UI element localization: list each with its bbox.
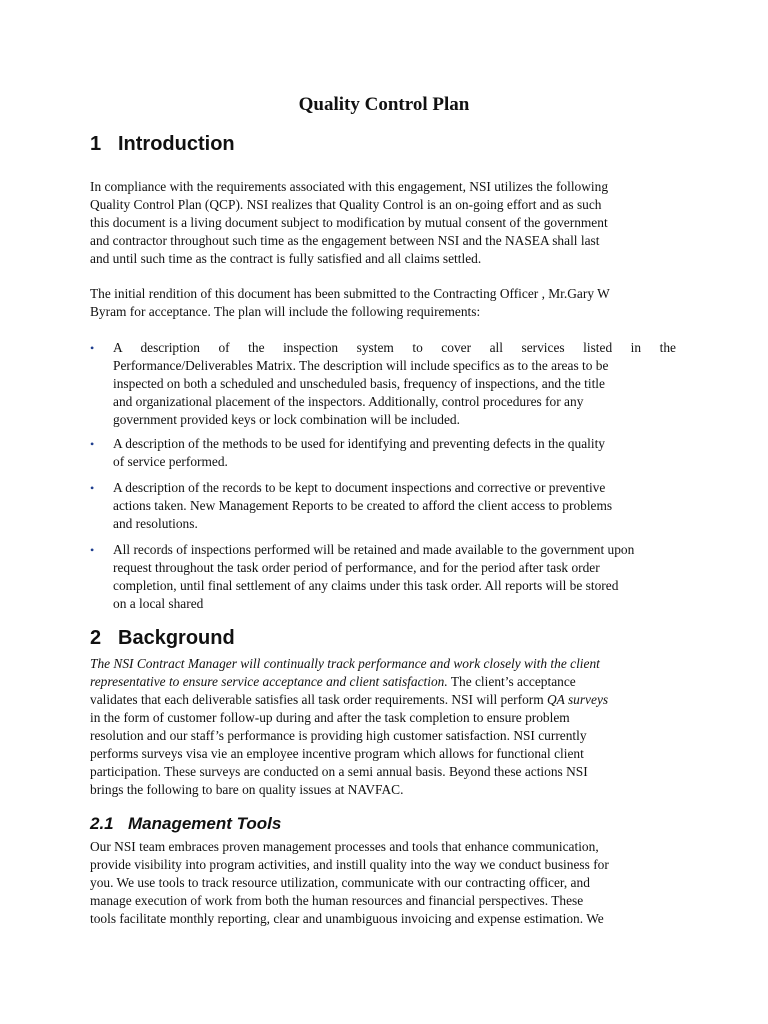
text-line: request throughout the task order period of performance, and for the period after task order	[113, 560, 600, 575]
text-line: of service performed.	[113, 454, 228, 469]
text-line: in the form of customer follow-up during and after the task completion to ensure problem	[90, 710, 570, 725]
text-run: validates that each deliverable satisfies all task order requirements. NSI will perform	[90, 692, 547, 707]
section-1-title: Introduction	[118, 133, 235, 155]
text-line: Performance/Deliverables Matrix. The description will include specifics as to the areas to be	[113, 358, 609, 373]
text-line: on a local shared	[113, 596, 204, 611]
text-line: completion, until final settlement of any claims under this task order. All reports will be stored	[113, 578, 619, 593]
section-1-number: 1	[90, 133, 102, 155]
text-line: Quality Control Plan (QCP). NSI realizes that Quality Control is an on-going effort and as such	[90, 197, 602, 212]
text-line: A description of the inspection system to cover all services listed in the	[113, 340, 676, 355]
bullet-icon: •	[90, 341, 95, 355]
text-line: inspected on both a scheduled and unscheduled basis, frequency of inspections, and the title	[113, 376, 605, 391]
text-line: The initial rendition of this document has been submitted to the Contracting Officer , Mr.Gary W	[90, 286, 610, 301]
bullet-icon: •	[90, 543, 95, 557]
document-title: Quality Control Plan	[298, 94, 470, 115]
bullet-icon: •	[90, 481, 95, 495]
intro-paragraph-2	[90, 285, 680, 321]
text-line: provide visibility into program activities, and instill quality into the way we conduct business for	[90, 857, 609, 872]
text-line: government provided keys or lock combination will be included.	[113, 412, 460, 427]
section-2-number: 2	[90, 627, 102, 649]
text-line: actions taken. New Management Reports to be created to afford the client access to problems	[113, 498, 613, 513]
text-line: Byram for acceptance. The plan will include the following requirements:	[90, 304, 481, 319]
text-line: you. We use tools to track resource utilization, communicate with our contracting officer, and	[90, 875, 590, 890]
section-2-1-heading	[90, 813, 281, 835]
text-line: and contractor throughout such time as the engagement between NSI and the NASEA shall last	[90, 233, 600, 248]
text-run: The client’s acceptance	[447, 674, 576, 689]
italic-phrase: representative to ensure service acceptance and client satisfaction.	[90, 674, 448, 689]
text-line: In compliance with the requirements associated with this engagement, NSI utilizes the following	[90, 179, 609, 194]
section-2-heading	[90, 626, 235, 650]
bullet-icon: •	[90, 437, 95, 451]
text-line: The NSI Contract Manager will continually track performance and work closely with the client	[90, 656, 600, 671]
section-2-title: Background	[118, 627, 235, 649]
text-line: participation. These surveys are conducted on a semi annual basis. Beyond these actions NSI	[90, 764, 588, 779]
text-line: performs surveys visa vie an employee incentive program which allows for functional client	[90, 746, 584, 761]
qa-surveys-term: QA surveys	[546, 692, 609, 707]
text-line: A description of the records to be kept to document inspections and corrective or preventive	[113, 480, 606, 495]
section-1-heading	[90, 132, 235, 156]
background-paragraph	[90, 655, 680, 799]
text-line	[90, 673, 680, 691]
text-line: All records of inspections performed will be retained and made available to the government upon	[113, 542, 635, 557]
text-line: tools facilitate monthly reporting, clear and unambiguous invoicing and expense estimation. We	[90, 911, 604, 926]
text-line: manage execution of work from both the human resources and financial perspectives. These	[90, 893, 584, 908]
text-line	[90, 691, 680, 709]
text-line: resolution and our staff’s performance is providing high customer satisfaction. NSI currently	[90, 728, 587, 743]
intro-paragraph-1	[90, 178, 680, 268]
text-line: and until such time as the contract is fully satisfied and all claims settled.	[90, 251, 482, 266]
management-tools-paragraph	[90, 838, 680, 928]
text-line: Our NSI team embraces proven management processes and tools that enhance communication,	[90, 839, 599, 854]
text-line: A description of the methods to be used for identifying and preventing defects in the quality	[113, 436, 605, 451]
text-line: and resolutions.	[113, 516, 198, 531]
text-line: brings the following to bare on quality issues at NAVFAC.	[90, 782, 404, 797]
section-2-1-number: 2.1	[90, 814, 114, 833]
section-2-1-title: Management Tools	[128, 814, 282, 833]
text-line: and organizational placement of the inspectors. Additionally, control procedures for any	[113, 394, 584, 409]
text-line: this document is a living document subject to modification by mutual consent of the government	[90, 215, 608, 230]
